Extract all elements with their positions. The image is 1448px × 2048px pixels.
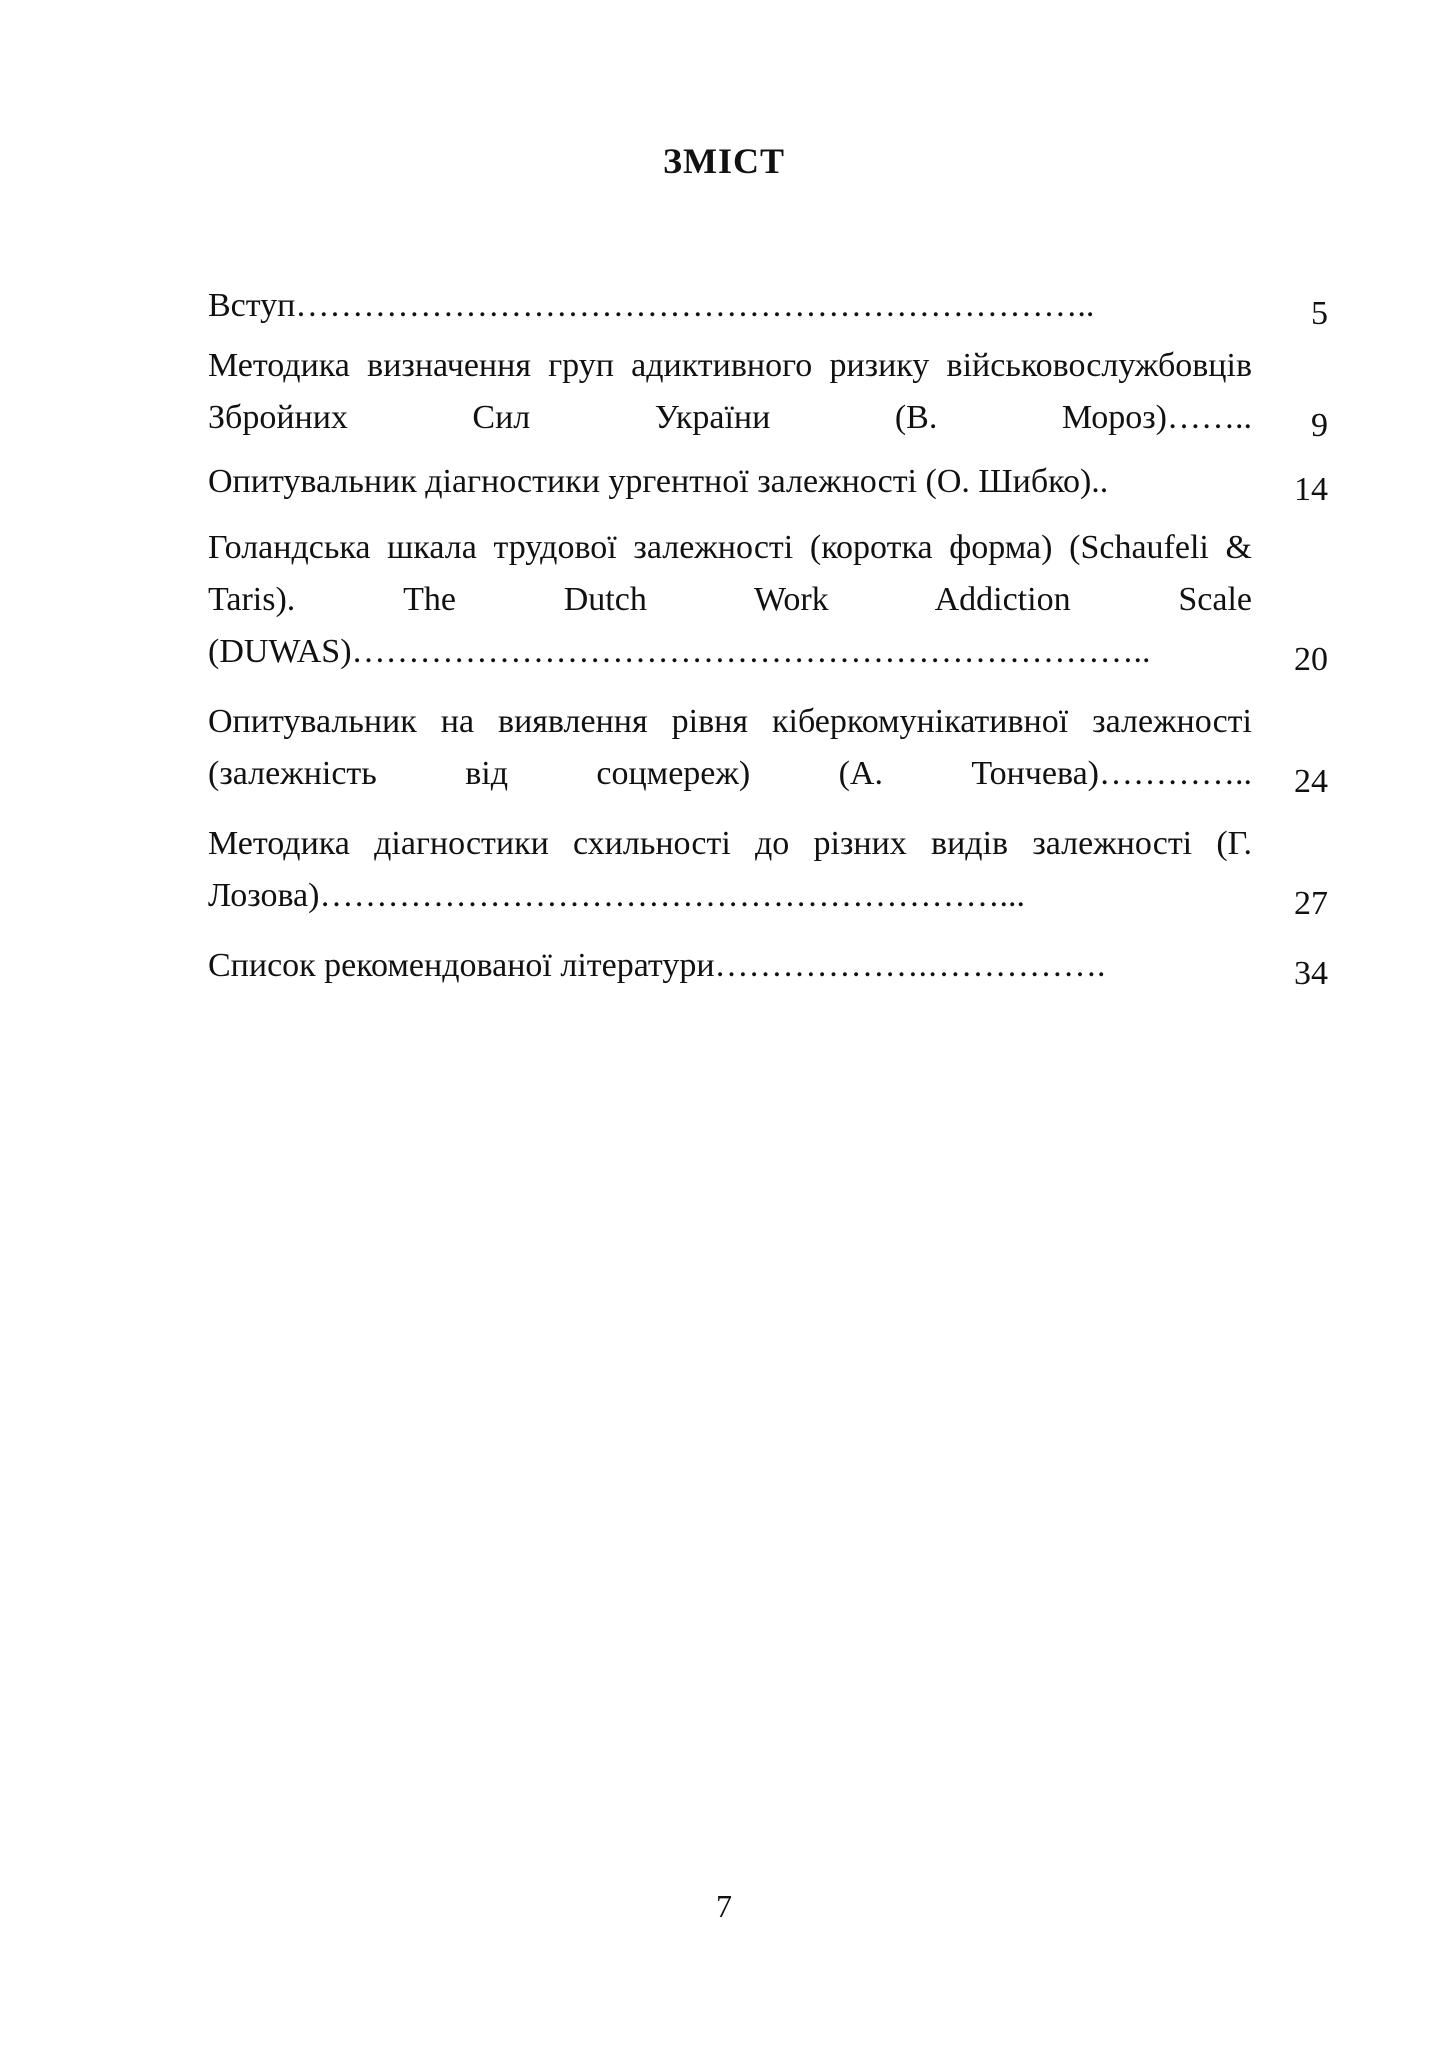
toc-entry-text: Опитувальник діагностики ургентної залежності (О. Шибко).. (208, 463, 1109, 500)
toc-entry-page: 20 (1294, 641, 1328, 678)
toc-entry-shybko-questionnaire[interactable] (208, 456, 1328, 508)
toc-entry-page: 34 (1294, 955, 1328, 992)
toc-entry-lozova-method[interactable] (208, 818, 1328, 922)
toc-entry-text: Список рекомендованої літератури……………….……………. (208, 947, 1106, 984)
toc-entry-text: Голандська шкала трудової залежності (коротка форма) (Schaufeli & Taris). The Dutch Work Addiction Scale (DUWAS)…………………………………………………………….. (208, 529, 1252, 670)
toc-entry-recommended-literature[interactable] (208, 940, 1328, 992)
toc-entry-text: Опитувальник на виявлення рівня кіберкомунікативної залежності (залежність від соцмереж) (А. Тончева)………….. (208, 703, 1252, 792)
table-of-contents (208, 280, 1328, 992)
toc-entry-introduction[interactable] (208, 280, 1328, 332)
toc-entry-duwas-scale[interactable] (208, 522, 1328, 678)
toc-entry-page: 27 (1294, 885, 1328, 922)
page-number: 7 (716, 1888, 732, 1924)
toc-entry-text: Методика діагностики схильності до різних видів залежності (Г. Лозова)……………………………………………………... (208, 825, 1252, 914)
toc-entry-text: Вступ…………………………………………………………….. (208, 287, 1095, 324)
toc-entry-page: 14 (1294, 471, 1328, 508)
toc-entry-toncheva-questionnaire[interactable] (208, 696, 1328, 800)
toc-entry-moroz-method[interactable] (208, 340, 1328, 444)
toc-entry-page: 9 (1311, 407, 1328, 444)
toc-entry-page: 5 (1311, 295, 1328, 332)
toc-entry-page: 24 (1294, 763, 1328, 800)
toc-title: ЗМІСТ (663, 141, 785, 181)
toc-entry-text: Методика визначення груп адиктивного ризику військовослужбовців Збройних Сил України (В. Мороз)…….. (208, 347, 1252, 436)
